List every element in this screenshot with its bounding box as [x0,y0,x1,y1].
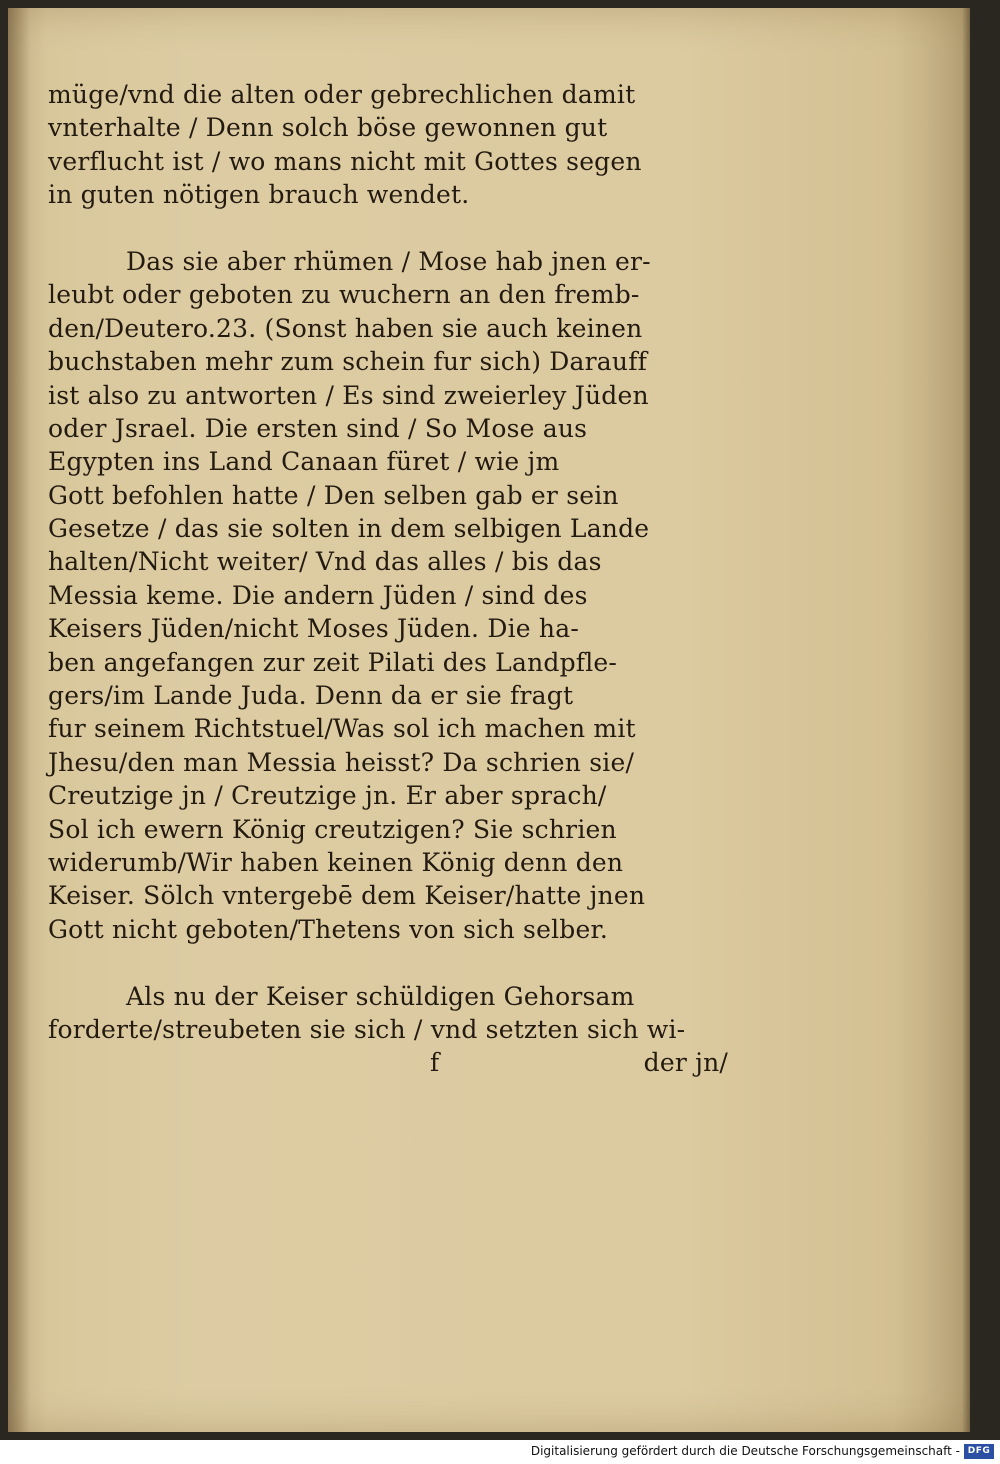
page-edge [962,8,970,1432]
text-line: Messia keme. Die andern Jüden / sind des [48,580,588,610]
text-line: verflucht ist / wo mans nicht mit Gottes segen [48,146,642,176]
book-page [8,8,970,1432]
text-line: Das sie aber rhümen / Mose hab jnen er- [126,246,651,276]
text-line: Creutzige jn / Creutzige jn. Er aber sprach/ [48,781,607,811]
text-line: Keiser. Sölch vntergebē dem Keiser/hatte jnen [48,881,646,911]
text-line: gers/im Lande Juda. Denn da er sie fragt [48,681,574,711]
text-line: Gott nicht geboten/Thetens von sich selber. [48,914,609,944]
text-line: ben angefangen zur zeit Pilati des Landpfle- [48,647,618,677]
text-line: oder Jsrael. Die ersten sind / So Mose aus [48,413,588,443]
text-line: leubt oder geboten zu wuchern an den fremb- [48,280,640,310]
gutter-shadow [8,8,30,1432]
signature-mark: f [430,1048,440,1078]
body-text [48,78,728,1080]
text-line: buchstaben mehr zum schein fur sich) Darauff [48,347,648,377]
paragraph-gap [48,212,728,245]
text-line: in guten nötigen brauch wendet. [48,180,470,210]
text-line: Gesetze / das sie solten in dem selbigen Lande [48,514,650,544]
text-line: fur seinem Richtstuel/Was sol ich machen mit [48,714,636,744]
text-line: Sol ich ewern König creutzigen? Sie schrien [48,814,617,844]
dfg-logo-icon: DFG [964,1444,994,1459]
text-line: ist also zu antworten / Es sind zweierley Jüden [48,380,649,410]
text-line: vnterhalte / Denn solch böse gewonnen gut [48,113,608,143]
text-line: forderte/streubeten sie sich / vnd setzten sich wi- [48,1014,686,1044]
text-line: Jhesu/den man Messia heisst? Da schrien sie/ [48,747,635,777]
page-foot-row [48,1046,728,1079]
text-line: Als nu der Keiser schüldigen Gehorsam [126,981,635,1011]
catchword: der jn/ [643,1048,728,1078]
footer-bar [0,1440,1000,1464]
text-line: müge/vnd die alten oder gebrechlichen damit [48,80,636,109]
text-line: Egypten ins Land Canaan füret / wie jm [48,447,560,477]
text-line: Keisers Jüden/nicht Moses Jüden. Die ha- [48,614,579,644]
text-line: widerumb/Wir haben keinen König denn den [48,847,624,877]
text-line: Gott befohlen hatte / Den selben gab er sein [48,480,619,510]
text-line: halten/Nicht weiter/ Vnd das alles / bis das [48,547,602,577]
funding-credit: Digitalisierung gefördert durch die Deutsche Forschungsgemeinschaft - [530,1444,960,1458]
paragraph-gap [48,946,728,979]
text-line: den/Deutero.23. (Sonst haben sie auch keinen [48,313,643,343]
